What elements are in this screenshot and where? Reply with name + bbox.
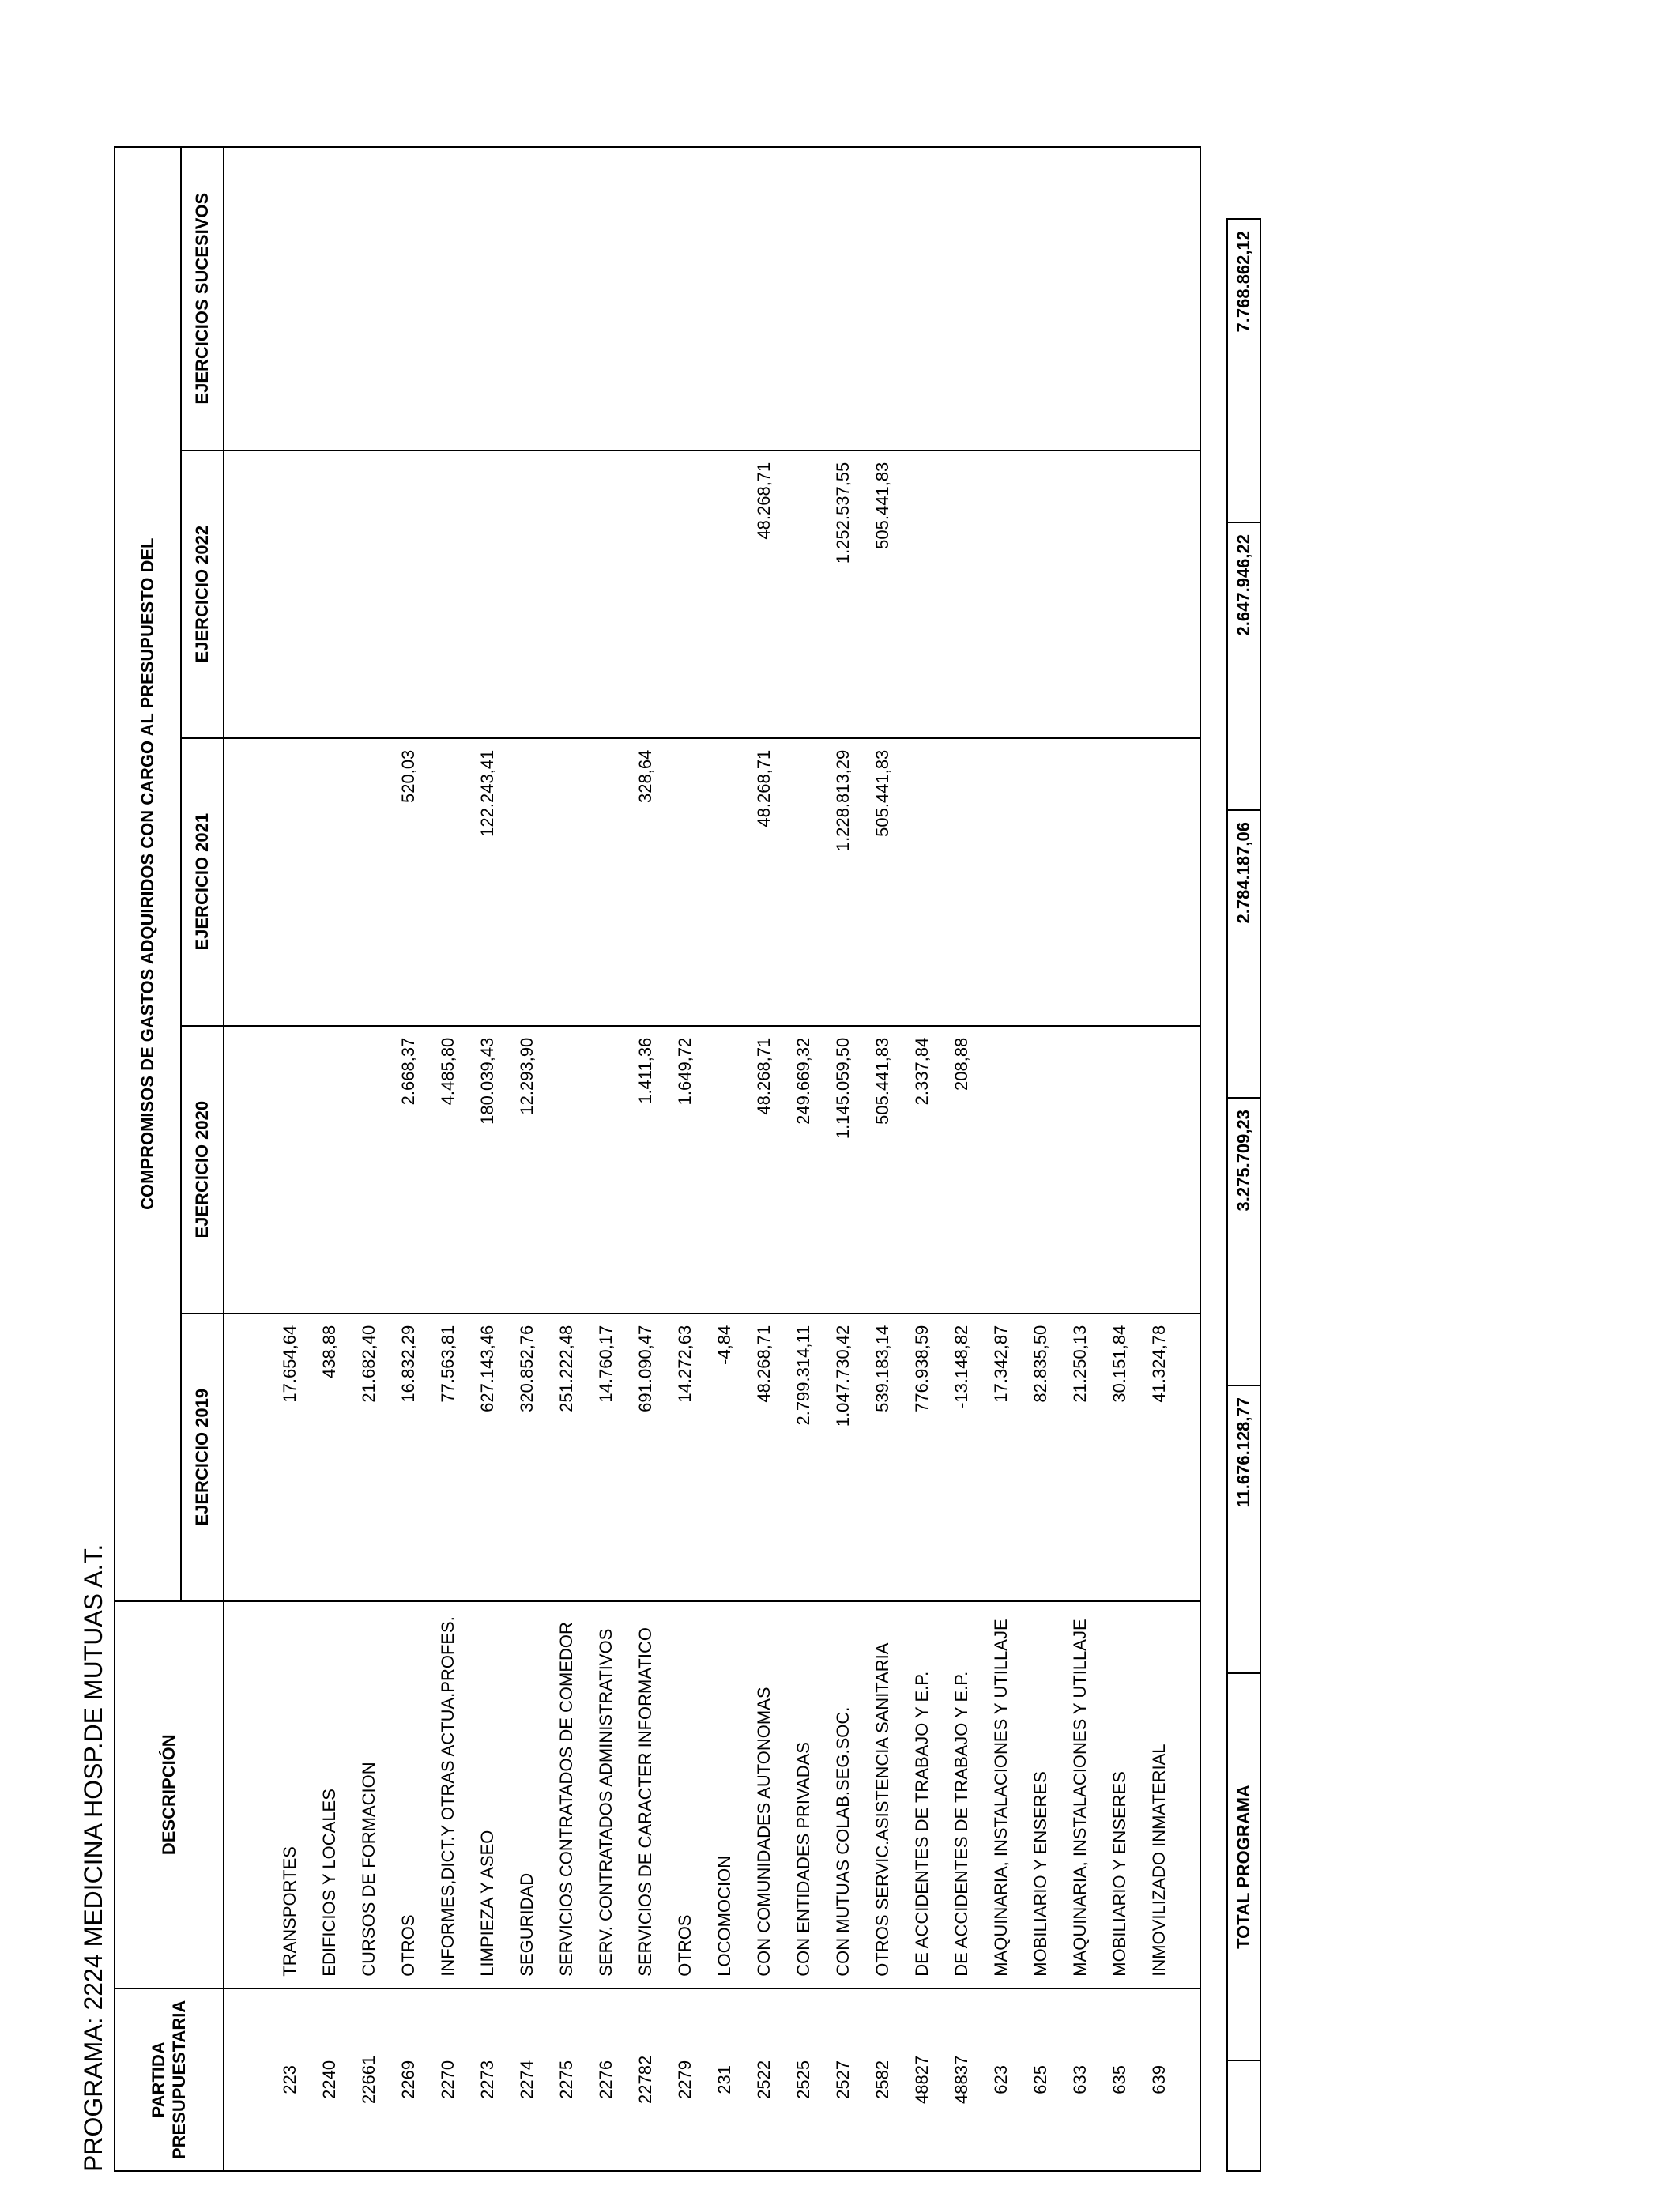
row-ejercicio-2022 — [784, 450, 823, 738]
row-ejercicios-sucesivos — [270, 147, 310, 450]
row-description: SERVICIOS DE CARACTER INFORMATICO — [626, 1601, 665, 1989]
row-ejercicio-2020 — [1139, 1026, 1179, 1314]
row-ejercicio-2022 — [1100, 450, 1139, 738]
row-ejercicios-sucesivos — [468, 147, 507, 450]
table-row — [428, 147, 468, 2171]
header-partida-line2: PRESUPUESTARIA — [169, 2000, 189, 2159]
table-row — [349, 147, 389, 2171]
row-code: 2279 — [665, 1989, 705, 2171]
table-row — [468, 147, 507, 2171]
header-ejercicios-sucesivos: EJERCICIOS SUCESIVOS — [181, 147, 224, 450]
row-ejercicio-2022 — [665, 450, 705, 738]
row-ejercicio-2020: 505.441,83 — [863, 1026, 902, 1314]
page-title: PROGRAMA: 2224 MEDICINA HOSP.DE MUTUAS A.T. — [79, 1544, 107, 2172]
row-ejercicio-2020 — [705, 1026, 744, 1314]
row-description: EDIFICIOS Y LOCALES — [310, 1601, 349, 1989]
row-ejercicios-sucesivos — [823, 147, 863, 450]
row-code: 2275 — [547, 1989, 586, 2171]
row-code: 2527 — [823, 1989, 863, 2171]
table-spacer-row — [224, 147, 270, 2171]
header-partida-line1: PARTIDA — [149, 2041, 168, 2118]
header-partida — [115, 1989, 224, 2171]
row-ejercicio-2022: 48.268,71 — [744, 450, 784, 738]
table-row — [1021, 147, 1060, 2171]
row-ejercicio-2021: 328,64 — [626, 738, 665, 1026]
table-row — [981, 147, 1021, 2171]
row-ejercicio-2022 — [389, 450, 428, 738]
row-ejercicio-2021 — [902, 738, 942, 1026]
row-ejercicios-sucesivos — [942, 147, 981, 450]
row-ejercicio-2021: 122.243,41 — [468, 738, 507, 1026]
row-ejercicio-2022 — [349, 450, 389, 738]
row-description: MAQUINARIA, INSTALACIONES Y UTILLAJE — [1060, 1601, 1100, 1989]
row-ejercicio-2022 — [310, 450, 349, 738]
row-ejercicio-2021 — [1021, 738, 1060, 1026]
row-ejercicio-2019: 21.682,40 — [349, 1314, 389, 1601]
row-ejercicios-sucesivos — [784, 147, 823, 450]
row-ejercicio-2022 — [547, 450, 586, 738]
table-row — [1139, 147, 1179, 2171]
row-description: OTROS — [665, 1601, 705, 1989]
row-ejercicio-2020: 2.668,37 — [389, 1026, 428, 1314]
row-ejercicio-2020 — [1021, 1026, 1060, 1314]
row-ejercicio-2021 — [981, 738, 1021, 1026]
row-ejercicio-2019: 14.272,63 — [665, 1314, 705, 1601]
table-row — [586, 147, 626, 2171]
row-ejercicio-2019: 539.183,14 — [863, 1314, 902, 1601]
row-ejercicio-2020: 208,88 — [942, 1026, 981, 1314]
row-code: 625 — [1021, 1989, 1060, 2171]
row-ejercicio-2022 — [626, 450, 665, 738]
row-ejercicio-2019: 627.143,46 — [468, 1314, 507, 1601]
row-ejercicio-2021: 505.441,83 — [863, 738, 902, 1026]
row-ejercicio-2021 — [270, 738, 310, 1026]
row-ejercicio-2019: 2.799.314,11 — [784, 1314, 823, 1601]
row-ejercicio-2020: 48.268,71 — [744, 1026, 784, 1314]
row-ejercicio-2022: 505.441,83 — [863, 450, 902, 738]
row-ejercicio-2022 — [705, 450, 744, 738]
row-ejercicio-2022 — [1021, 450, 1060, 738]
table-row — [705, 147, 744, 2171]
row-ejercicio-2019: 691.090,47 — [626, 1314, 665, 1601]
table-row — [547, 147, 586, 2171]
row-description: CON ENTIDADES PRIVADAS — [784, 1601, 823, 1989]
row-ejercicios-sucesivos — [744, 147, 784, 450]
row-ejercicio-2021: 48.268,71 — [744, 738, 784, 1026]
row-ejercicio-2019: 41.324,78 — [1139, 1314, 1179, 1601]
row-code: 2240 — [310, 1989, 349, 2171]
table-row — [744, 147, 784, 2171]
row-ejercicio-2022 — [1060, 450, 1100, 738]
row-ejercicio-2020 — [981, 1026, 1021, 1314]
row-ejercicios-sucesivos — [1021, 147, 1060, 450]
row-ejercicio-2019: 48.268,71 — [744, 1314, 784, 1601]
row-ejercicio-2021 — [942, 738, 981, 1026]
row-ejercicio-2021 — [547, 738, 586, 1026]
row-ejercicio-2019: 21.250,13 — [1060, 1314, 1100, 1601]
row-code: 231 — [705, 1989, 744, 2171]
row-ejercicio-2020 — [547, 1026, 586, 1314]
row-ejercicio-2020 — [349, 1026, 389, 1314]
total-row-table — [1226, 218, 1261, 2172]
row-code: 623 — [981, 1989, 1021, 2171]
row-ejercicio-2019: 251.222,48 — [547, 1314, 586, 1601]
row-ejercicio-2021 — [705, 738, 744, 1026]
row-ejercicios-sucesivos — [705, 147, 744, 450]
header-ejercicio-2019: EJERCICIO 2019 — [181, 1314, 224, 1601]
row-ejercicio-2020: 4.485,80 — [428, 1026, 468, 1314]
row-description: INFORMES,DICT.Y OTRAS ACTUA.PROFES. — [428, 1601, 468, 1989]
table-row — [270, 147, 310, 2171]
row-description: DE ACCIDENTES DE TRABAJO Y E.P. — [942, 1601, 981, 1989]
row-ejercicios-sucesivos — [349, 147, 389, 450]
table-row — [626, 147, 665, 2171]
table-bottom-filler — [1179, 147, 1200, 2171]
row-ejercicio-2020 — [310, 1026, 349, 1314]
row-ejercicio-2019: -13.148,82 — [942, 1314, 981, 1601]
row-description: OTROS SERVIC.ASISTENCIA SANITARIA — [863, 1601, 902, 1989]
table-row — [1100, 147, 1139, 2171]
row-description: DE ACCIDENTES DE TRABAJO Y E.P. — [902, 1601, 942, 1989]
row-ejercicio-2021 — [1100, 738, 1139, 1026]
row-code: 633 — [1060, 1989, 1100, 2171]
header-compromisos: COMPROMISOS DE GASTOS ADQUIRIDOS CON CARGO AL PRESUPUESTO DEL — [115, 147, 181, 1601]
row-ejercicio-2021 — [1060, 738, 1100, 1026]
row-code: 2522 — [744, 1989, 784, 2171]
row-description: INMOVILIZADO INMATERIAL — [1139, 1601, 1179, 1989]
row-description: TRANSPORTES — [270, 1601, 310, 1989]
row-ejercicio-2021 — [586, 738, 626, 1026]
total-empty-cell — [1227, 2060, 1260, 2171]
total-label: TOTAL PROGRAMA — [1227, 1673, 1260, 2060]
row-ejercicio-2020: 2.337,84 — [902, 1026, 942, 1314]
row-ejercicios-sucesivos — [902, 147, 942, 450]
row-code: 639 — [1139, 1989, 1179, 2171]
row-description: LOCOMOCION — [705, 1601, 744, 1989]
table-row — [863, 147, 902, 2171]
table-row — [942, 147, 981, 2171]
row-ejercicio-2021 — [784, 738, 823, 1026]
table-row — [902, 147, 942, 2171]
row-ejercicio-2021 — [349, 738, 389, 1026]
table-row — [784, 147, 823, 2171]
row-ejercicio-2019: 30.151,84 — [1100, 1314, 1139, 1601]
table-row — [310, 147, 349, 2171]
row-ejercicio-2021 — [1139, 738, 1179, 1026]
row-ejercicio-2021: 520,03 — [389, 738, 428, 1026]
header-descripcion: DESCRIPCIÓN — [115, 1601, 224, 1989]
row-code: 48827 — [902, 1989, 942, 2171]
row-ejercicio-2019: 17.654,64 — [270, 1314, 310, 1601]
row-ejercicio-2019: -4,84 — [705, 1314, 744, 1601]
row-code: 2270 — [428, 1989, 468, 2171]
row-ejercicio-2019: 17.342,87 — [981, 1314, 1021, 1601]
row-ejercicio-2022 — [942, 450, 981, 738]
row-ejercicio-2022 — [981, 450, 1021, 738]
row-code: 48837 — [942, 1989, 981, 2171]
row-description: MAQUINARIA, INSTALACIONES Y UTILLAJE — [981, 1601, 1021, 1989]
row-ejercicio-2019: 14.760,17 — [586, 1314, 626, 1601]
row-ejercicio-2021 — [310, 738, 349, 1026]
row-code: 2273 — [468, 1989, 507, 2171]
row-ejercicios-sucesivos — [1060, 147, 1100, 450]
row-ejercicios-sucesivos — [389, 147, 428, 450]
row-ejercicios-sucesivos — [665, 147, 705, 450]
row-ejercicios-sucesivos — [507, 147, 547, 450]
table-row — [389, 147, 428, 2171]
row-ejercicio-2020: 1.411,36 — [626, 1026, 665, 1314]
total-2021: 2.784.187,06 — [1227, 810, 1260, 1098]
row-ejercicios-sucesivos — [626, 147, 665, 450]
row-ejercicio-2022 — [586, 450, 626, 738]
row-description: MOBILIARIO Y ENSERES — [1100, 1601, 1139, 1989]
row-code: 223 — [270, 1989, 310, 2171]
total-2020: 3.275.709,23 — [1227, 1098, 1260, 1385]
row-code: 2582 — [863, 1989, 902, 2171]
table-body — [224, 147, 1200, 2171]
table-row — [507, 147, 547, 2171]
row-code: 2276 — [586, 1989, 626, 2171]
row-code: 2525 — [784, 1989, 823, 2171]
row-ejercicio-2020: 180.039,43 — [468, 1026, 507, 1314]
row-ejercicio-2021 — [507, 738, 547, 1026]
row-ejercicios-sucesivos — [1100, 147, 1139, 450]
row-description: CURSOS DE FORMACION — [349, 1601, 389, 1989]
row-ejercicio-2022 — [902, 450, 942, 738]
row-ejercicio-2019: 320.852,76 — [507, 1314, 547, 1601]
row-ejercicios-sucesivos — [586, 147, 626, 450]
row-code: 22782 — [626, 1989, 665, 2171]
row-ejercicio-2021 — [665, 738, 705, 1026]
row-ejercicio-2022 — [468, 450, 507, 738]
row-ejercicio-2020: 12.293,90 — [507, 1026, 547, 1314]
row-code: 2269 — [389, 1989, 428, 2171]
row-ejercicio-2019: 1.047.730,42 — [823, 1314, 863, 1601]
row-description: CON COMUNIDADES AUTONOMAS — [744, 1601, 784, 1989]
row-ejercicios-sucesivos — [981, 147, 1021, 450]
row-description: OTROS — [389, 1601, 428, 1989]
row-ejercicio-2020 — [586, 1026, 626, 1314]
row-description: MOBILIARIO Y ENSERES — [1021, 1601, 1060, 1989]
row-ejercicio-2019: 16.832,29 — [389, 1314, 428, 1601]
header-ejercicio-2020: EJERCICIO 2020 — [181, 1026, 224, 1314]
row-ejercicio-2021: 1.228.813,29 — [823, 738, 863, 1026]
row-description: SERVICIOS CONTRATADOS DE COMEDOR — [547, 1601, 586, 1989]
row-ejercicios-sucesivos — [310, 147, 349, 450]
row-ejercicio-2022: 1.252.537,55 — [823, 450, 863, 738]
row-ejercicio-2019: 77.563,81 — [428, 1314, 468, 1601]
row-ejercicio-2020 — [1100, 1026, 1139, 1314]
table-row — [1060, 147, 1100, 2171]
row-ejercicio-2020 — [270, 1026, 310, 1314]
row-description: SERV. CONTRATADOS ADMINISTRATIVOS — [586, 1601, 626, 1989]
header-ejercicio-2021: EJERCICIO 2021 — [181, 738, 224, 1026]
row-ejercicio-2021 — [428, 738, 468, 1026]
row-ejercicios-sucesivos — [863, 147, 902, 450]
row-description: SEGURIDAD — [507, 1601, 547, 1989]
total-sucesivos: 7.768.862,12 — [1227, 219, 1260, 522]
row-ejercicio-2020 — [1060, 1026, 1100, 1314]
row-ejercicio-2019: 82.835,50 — [1021, 1314, 1060, 1601]
row-ejercicio-2019: 438,88 — [310, 1314, 349, 1601]
row-code: 22661 — [349, 1989, 389, 2171]
row-ejercicio-2019: 776.938,59 — [902, 1314, 942, 1601]
row-ejercicio-2022 — [270, 450, 310, 738]
budget-commitments-table — [114, 146, 1201, 2172]
total-2022: 2.647.946,22 — [1227, 522, 1260, 810]
total-row — [1227, 219, 1260, 2171]
row-ejercicio-2022 — [428, 450, 468, 738]
row-ejercicio-2020: 1.145.059,50 — [823, 1026, 863, 1314]
row-code: 635 — [1100, 1989, 1139, 2171]
row-ejercicio-2020: 249.669,32 — [784, 1026, 823, 1314]
row-ejercicio-2022 — [1139, 450, 1179, 738]
row-description: LIMPIEZA Y ASEO — [468, 1601, 507, 1989]
row-ejercicios-sucesivos — [428, 147, 468, 450]
total-2019: 11.676.128,77 — [1227, 1385, 1260, 1673]
row-ejercicio-2022 — [507, 450, 547, 738]
row-code: 2274 — [507, 1989, 547, 2171]
header-ejercicio-2022: EJERCICIO 2022 — [181, 450, 224, 738]
table-row — [665, 147, 705, 2171]
table-row — [823, 147, 863, 2171]
row-ejercicio-2020: 1.649,72 — [665, 1026, 705, 1314]
row-description: CON MUTUAS COLAB.SEG.SOC. — [823, 1601, 863, 1989]
row-ejercicios-sucesivos — [1139, 147, 1179, 450]
row-ejercicios-sucesivos — [547, 147, 586, 450]
